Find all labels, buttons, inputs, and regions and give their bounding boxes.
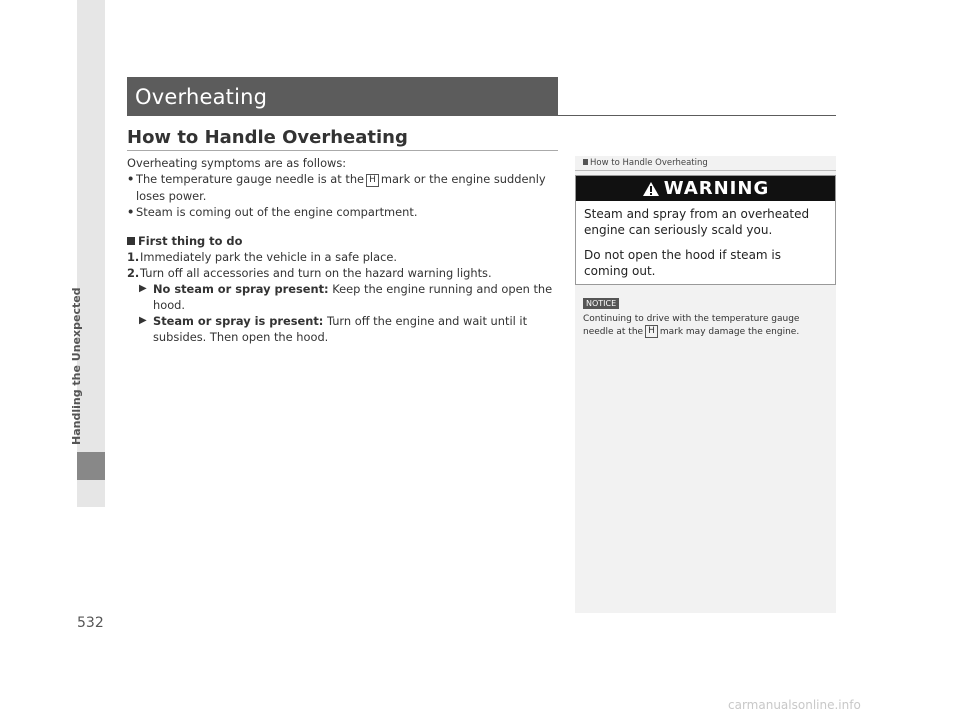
arrow-right-icon: ▶ — [139, 315, 147, 326]
arrow-right-icon: ▶ — [139, 283, 147, 294]
bullet-item — [127, 171, 557, 204]
h-key-icon: H — [366, 174, 379, 187]
warning-line: Do not open the hood if steam is coming out. — [584, 248, 782, 278]
chapter-tab — [77, 452, 105, 480]
outcome-item — [127, 313, 557, 345]
title-rule — [127, 115, 836, 116]
h-key-icon: H — [645, 325, 658, 338]
sidebar-heading: How to Handle Overheating — [583, 158, 708, 168]
chapter-label: Handling the Unexpected — [70, 287, 83, 445]
bullet-dot: • — [127, 172, 135, 186]
square-bullet-icon — [127, 237, 135, 245]
step-item — [127, 249, 557, 265]
main-body — [127, 155, 557, 345]
title-bar — [127, 77, 558, 115]
bullet-text: The temperature gauge needle is at the H mark or the engine suddenly loses power. — [136, 172, 546, 203]
outcome-text: Steam or spray is present: Turn off the engine and wait until it subsides. Then open the hood. — [153, 314, 528, 344]
warning-box — [575, 175, 836, 285]
warning-banner — [576, 176, 835, 201]
notice-text: Continuing to drive with the temperature gauge needle at the H mark may damage the engine. — [583, 314, 800, 337]
step-number: 2. — [127, 266, 140, 280]
outcome-text: No steam or spray present: Keep the engine running and open the hood. — [153, 282, 553, 312]
section-rule — [127, 150, 558, 151]
bullet-dot: • — [127, 205, 135, 219]
reference-marker-icon — [583, 159, 588, 165]
page-number: 532 — [77, 615, 104, 631]
warning-text — [584, 206, 824, 288]
step-item — [127, 265, 557, 281]
subsection-title: First thing to do — [127, 233, 557, 249]
sidebar-panel — [575, 156, 836, 613]
page-title: Overheating — [135, 85, 268, 109]
warning-line: Steam and spray from an overheated engine can seriously scald you. — [584, 207, 810, 237]
intro-text: Overheating symptoms are as follows: — [127, 156, 347, 170]
notice-badge: NOTICE — [583, 298, 619, 309]
section-heading: How to Handle Overheating — [127, 127, 408, 148]
step-text: Turn off all accessories and turn on the hazard warning lights. — [140, 266, 492, 280]
sidebar-rule — [575, 170, 836, 171]
bullet-item — [127, 204, 557, 220]
warning-title: WARNING — [663, 178, 770, 199]
warning-triangle-icon — [642, 181, 660, 197]
bullet-text: Steam is coming out of the engine compartment. — [136, 205, 418, 219]
watermark: carmanualsonline.info — [728, 698, 861, 712]
outcome-item — [127, 281, 557, 313]
step-text: Immediately park the vehicle in a safe place. — [140, 250, 397, 264]
step-number: 1. — [127, 250, 140, 264]
